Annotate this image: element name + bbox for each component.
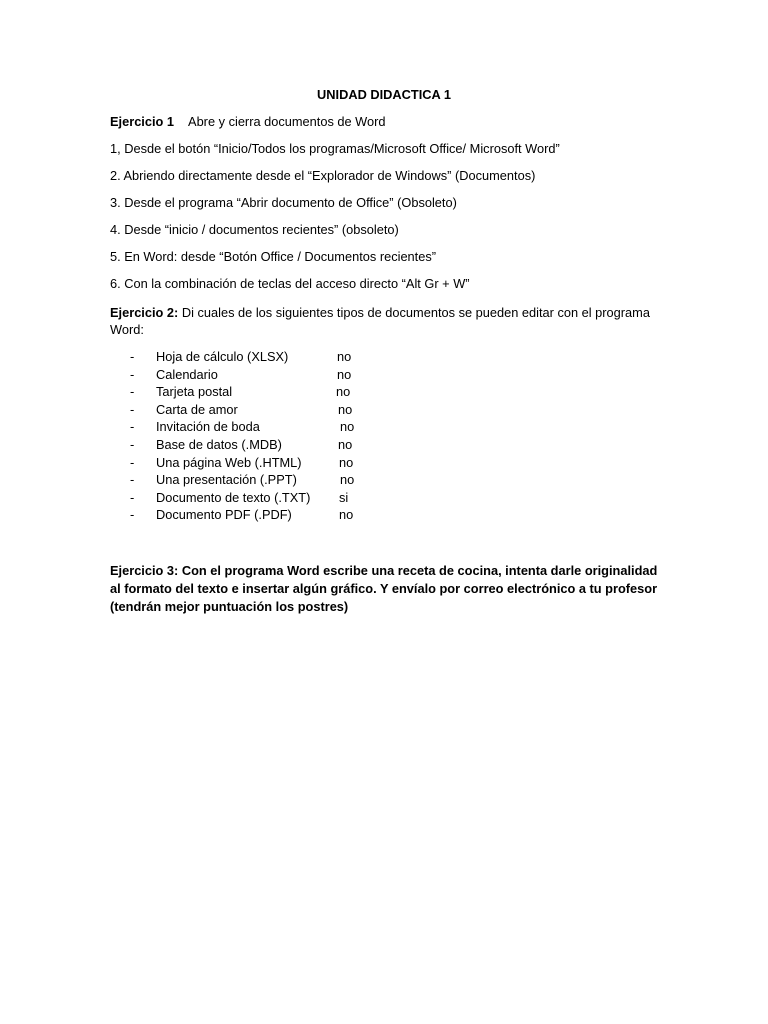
document-type: Base de datos (.MDB) — [156, 436, 282, 452]
document-title: UNIDAD DIDACTICA 1 — [317, 87, 451, 102]
bullet-dash: - — [130, 489, 135, 505]
ejercicio-3-paragraph: Ejercicio 3: Con el programa Word escribe una receta de cocina, intenta darle originalidad al formato del texto e insertar algún gráfico. Y envíalo por correo electrónico a tu profesor (tendrán mejor puntuación los postres) — [110, 563, 658, 614]
document-type: Hoja de cálculo (XLSX) — [156, 349, 289, 364]
ejercicio-2-heading — [110, 304, 660, 339]
document-type: Una página Web (.HTML) — [156, 454, 302, 470]
ejercicio-1-step: 6. Con la combinación de teclas del acceso directo “Alt Gr + W” — [110, 276, 470, 291]
ejercicio-1-step: 1, Desde el botón “Inicio/Todos los programas/Microsoft Office/ Microsoft Word” — [110, 141, 560, 156]
answer: no — [337, 366, 352, 382]
ejercicio-2-text: Di cuales de los siguientes tipos de documentos se pueden editar con el programa Word: — [110, 305, 650, 338]
answer: no — [339, 454, 354, 470]
document-type: Documento de texto (.TXT) — [156, 489, 311, 505]
document-type: Calendario — [156, 366, 218, 382]
document-type: Invitación de boda — [156, 419, 260, 435]
bullet-dash: - — [130, 401, 135, 417]
ejercicio-1-step: 5. En Word: desde “Botón Office / Documentos recientes” — [110, 249, 437, 264]
answer: no — [338, 436, 353, 452]
answer: no — [336, 384, 351, 400]
answer: no — [340, 472, 355, 488]
answer: no — [338, 401, 353, 417]
bullet-dash: - — [130, 349, 135, 364]
document-type: Documento PDF (.PDF) — [156, 507, 292, 523]
answer: no — [340, 419, 355, 435]
document-type: Una presentación (.PPT) — [156, 472, 297, 488]
bullet-dash: - — [130, 472, 135, 488]
bullet-dash: - — [130, 419, 135, 435]
document-type: Tarjeta postal — [156, 384, 233, 400]
ejercicio-1-heading — [110, 113, 386, 130]
answer: si — [339, 489, 349, 505]
ejercicio-1-step: 3. Desde el programa “Abrir documento de Office” (Obsoleto) — [110, 195, 457, 210]
bullet-dash: - — [130, 454, 135, 470]
ejercicio-1-label: Ejercicio 1 — [110, 114, 175, 129]
bullet-dash: - — [130, 366, 135, 382]
ejercicio-1-text: Abre y cierra documentos de Word — [188, 114, 386, 129]
document-type: Carta de amor — [156, 401, 238, 417]
bullet-dash: - — [130, 507, 135, 523]
bullet-dash: - — [130, 384, 135, 400]
answer: no — [339, 507, 354, 523]
ejercicio-2-label: Ejercicio 2: — [110, 305, 179, 320]
ejercicio-1-step: 2. Abriendo directamente desde el “Explorador de Windows” (Documentos) — [110, 168, 536, 183]
bullet-dash: - — [130, 436, 135, 452]
ejercicio-1-step: 4. Desde “inicio / documentos recientes” (obsoleto) — [110, 222, 399, 237]
answer: no — [337, 349, 352, 364]
